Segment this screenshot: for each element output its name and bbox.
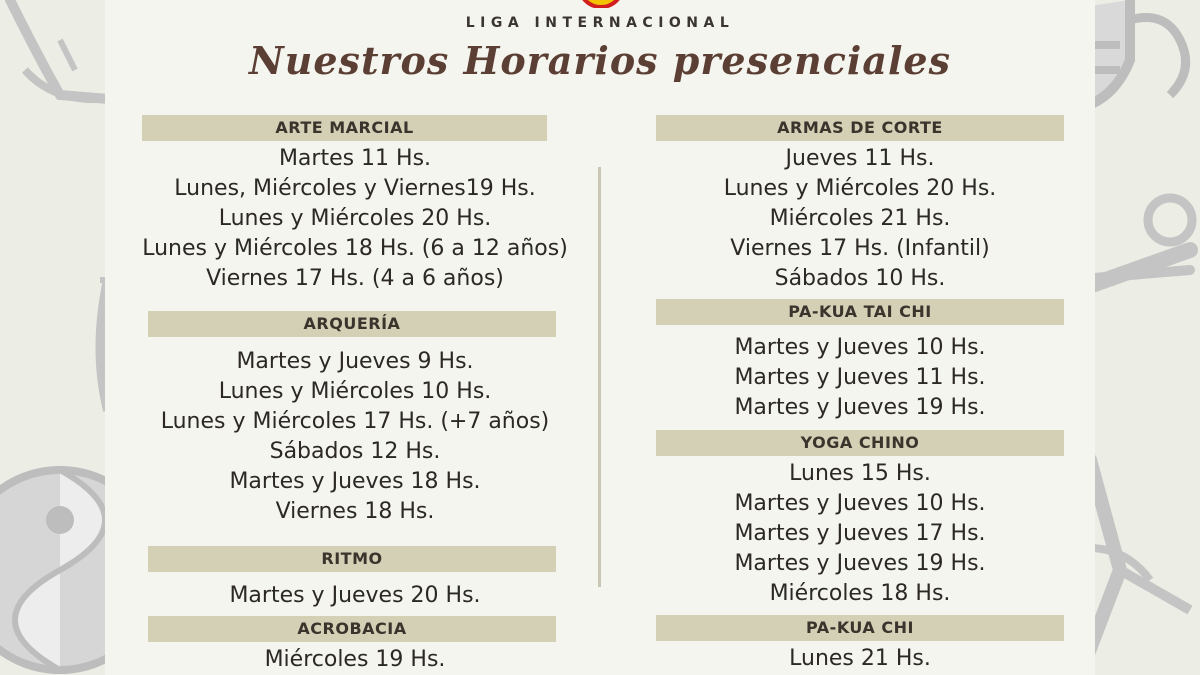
schedule-line: Martes y Jueves 18 Hs. bbox=[229, 469, 481, 494]
section-header-pa-kua-tai-chi: PA-KUA TAI CHI bbox=[656, 299, 1064, 325]
page-title: Nuestros Horarios presenciales bbox=[249, 38, 951, 83]
schedule-list-yoga-chino bbox=[620, 459, 1100, 609]
section-header-pa-kua-chi: PA-KUA CHI bbox=[656, 615, 1064, 641]
schedule-line: Lunes 15 Hs. bbox=[789, 461, 931, 486]
schedule-line: Lunes, Miércoles y Viernes19 Hs. bbox=[174, 176, 536, 201]
schedule-line: Lunes y Miércoles 17 Hs. (+7 años) bbox=[160, 409, 550, 434]
schedule-line: Martes y Jueves 19 Hs. bbox=[734, 395, 986, 420]
schedule-line: Martes 11 Hs. bbox=[278, 146, 432, 171]
schedule-line: Lunes y Miércoles 20 Hs. bbox=[723, 176, 997, 201]
schedule-list-ritmo bbox=[100, 581, 610, 611]
section-header-ritmo: RITMO bbox=[148, 546, 556, 572]
schedule-line: Viernes 18 Hs. bbox=[275, 499, 435, 524]
section-header-armas-de-corte: ARMAS DE CORTE bbox=[656, 115, 1064, 141]
section-header-arqueria: ARQUERÍA bbox=[148, 311, 556, 337]
schedule-line: Viernes 17 Hs. (4 a 6 años) bbox=[206, 266, 504, 291]
schedule-line: Martes y Jueves 17 Hs. bbox=[734, 521, 986, 546]
schedule-line: Martes y Jueves 11 Hs. bbox=[734, 365, 986, 390]
schedule-list-arte-marcial bbox=[100, 144, 610, 294]
schedule-list-pa-kua-tai-chi bbox=[620, 333, 1100, 423]
schedule-line: Martes y Jueves 20 Hs. bbox=[229, 583, 481, 608]
schedule-line: Miércoles 18 Hs. bbox=[769, 581, 951, 606]
section-header-yoga-chino: YOGA CHINO bbox=[656, 430, 1064, 456]
section-header-acrobacia: ACROBACIA bbox=[148, 616, 556, 642]
schedule-line: Viernes 17 Hs. (Infantil) bbox=[730, 236, 990, 261]
schedule-list-arqueria bbox=[100, 347, 610, 527]
schedule-list-armas-de-corte bbox=[620, 144, 1100, 294]
section-header-arte-marcial: ARTE MARCIAL bbox=[142, 115, 547, 141]
schedule-line: Martes y Jueves 10 Hs. bbox=[734, 335, 986, 360]
schedule-line: Lunes 21 Hs. bbox=[789, 646, 931, 671]
schedule-line: Martes y Jueves 19 Hs. bbox=[734, 551, 986, 576]
schedule-line: Martes y Jueves 9 Hs. bbox=[236, 349, 474, 374]
logo-icon bbox=[578, 0, 624, 8]
schedule-line: Lunes y Miércoles 20 Hs. bbox=[218, 206, 492, 231]
schedule-line: Lunes y Miércoles 18 Hs. (6 a 12 años) bbox=[142, 236, 568, 261]
schedule-line: Martes y Jueves 10 Hs. bbox=[734, 491, 986, 516]
schedule-line: Sábados 12 Hs. bbox=[269, 439, 441, 464]
schedule-list-acrobacia bbox=[100, 645, 610, 675]
schedule-line: Miércoles 19 Hs. bbox=[264, 647, 446, 672]
schedule-line: Miércoles 21 Hs. bbox=[769, 206, 951, 231]
schedule-line: Sábados 10 Hs. bbox=[774, 266, 946, 291]
organization-name: LIGA INTERNACIONAL bbox=[465, 15, 735, 31]
schedule-line: Jueves 11 Hs. bbox=[785, 146, 935, 171]
schedule-line: Lunes y Miércoles 10 Hs. bbox=[218, 379, 492, 404]
schedule-list-pa-kua-chi bbox=[620, 644, 1100, 674]
